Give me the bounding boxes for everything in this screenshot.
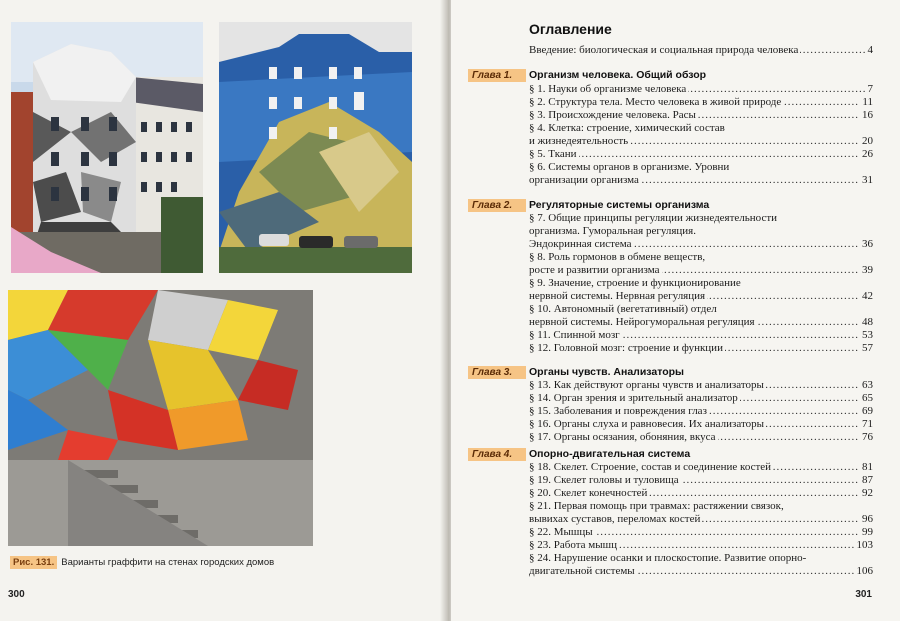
toc-entry[interactable]: § 24. Нарушение осанки и плоскостопие. Развитие опорно- <box>529 552 807 564</box>
toc-entry[interactable]: Эндокринная система 36 ..... <box>529 238 873 251</box>
toc-entry[interactable]: § 13. Как действуют органы чувств и анализаторы 63 ..... <box>529 379 873 392</box>
toc-entry[interactable]: § 16. Органы слуха и равновесия. Их анализаторы 71 ..... <box>529 418 873 431</box>
chapter-2-title[interactable]: Регуляторные системы организма <box>529 199 710 211</box>
toc-entry[interactable]: § 9. Значение, строение и функционирование <box>529 277 741 289</box>
toc-entry[interactable]: § 8. Роль гормонов в обмене веществ, <box>529 251 706 263</box>
mural-building-photo <box>219 22 412 273</box>
toc-entry[interactable]: § 5. Ткани 26 ..... <box>529 148 873 161</box>
chapter-1-label: Глава 1. <box>468 69 526 82</box>
toc-entry[interactable]: § 10. Автономный (вегетативный) отдел <box>529 303 717 315</box>
toc-entry[interactable]: § 1. Науки об организме человека 7 ..... <box>529 83 873 96</box>
toc-entry[interactable]: организации организма 31 ..... <box>529 174 873 187</box>
page-number-left: 300 <box>8 589 25 600</box>
toc-title: Оглавление <box>529 21 612 37</box>
toc-entry[interactable]: § 11. Спинной мозг 53 ..... <box>529 329 873 342</box>
toc-entry-intro[interactable] <box>529 44 873 57</box>
chapter-1-title[interactable]: Организм человека. Общий обзор <box>529 69 707 81</box>
toc-entry[interactable]: § 22. Мышцы 99 ..... <box>529 526 873 539</box>
toc-entry[interactable]: § 23. Работа мышц 103 ..... <box>529 539 873 552</box>
toc-entry[interactable]: § 17. Органы осязания, обоняния, вкуса 76 ..... <box>529 431 873 444</box>
left-page <box>0 0 445 621</box>
toc-entry[interactable]: нервной системы. Нервная регуляция 42 ..... <box>529 290 873 303</box>
figure-caption <box>10 557 274 568</box>
toc-entry[interactable]: § 2. Структура тела. Место человека в живой природе 11 ..... <box>529 96 873 109</box>
toc-entry[interactable]: § 12. Головной мозг: строение и функции 57 ..... <box>529 342 873 355</box>
toc-entry[interactable]: § 20. Скелет конечностей 92 ..... <box>529 487 873 500</box>
toc-entry[interactable]: § 7. Общие принципы регуляции жизнедеятельности <box>529 212 778 224</box>
graffiti-building-photo <box>11 22 203 273</box>
right-page <box>451 0 900 621</box>
toc-entry[interactable]: § 19. Скелет головы и туловища 87 ..... <box>529 474 873 487</box>
chapter-3-title[interactable]: Органы чувств. Анализаторы <box>529 366 685 378</box>
toc-entry[interactable]: § 14. Орган зрения и зрительный анализатор 65 ..... <box>529 392 873 405</box>
toc-entry[interactable]: § 18. Скелет. Строение, состав и соединение костей 81 ..... <box>529 461 873 474</box>
toc-entry[interactable]: § 21. Первая помощь при травмах: растяжении связок, <box>529 500 784 512</box>
toc-entry[interactable]: § 15. Заболевания и повреждения глаз 69 ..... <box>529 405 873 418</box>
chapter-2-label: Глава 2. <box>468 199 526 212</box>
toc-entry[interactable]: и жизнедеятельность 20 ..... <box>529 135 873 148</box>
toc-entry[interactable]: организма. Гуморальная регуляция. <box>529 225 696 237</box>
figure-caption-text: Варианты граффити на стенах городских домов <box>61 557 275 568</box>
chapter-4-title[interactable]: Опорно-двигательная система <box>529 448 691 460</box>
toc-entry[interactable]: двигательной системы 106 ..... <box>529 565 873 578</box>
figure-caption-tag: Рис. 131. <box>10 556 57 569</box>
chapter-4-label: Глава 4. <box>468 448 526 461</box>
toc-entry[interactable]: § 4. Клетка: строение, химический состав <box>529 122 725 134</box>
toc-entry[interactable]: росте и развитии организма 39 ..... <box>529 264 873 277</box>
toc-entry-text: Введение: биологическая и социальная природа человека <box>529 44 799 56</box>
graffiti-stairs-photo <box>8 290 313 546</box>
toc-entry[interactable]: § 3. Происхождение человека. Расы 16 ..... <box>529 109 873 122</box>
toc-entry[interactable]: нервной системы. Нейрогуморальная регуляция 48 ..... <box>529 316 873 329</box>
toc-entry[interactable]: вывихах суставов, переломах костей 96 ..... <box>529 513 873 526</box>
toc-entry-page: 4 <box>865 44 874 57</box>
page-number-right: 301 <box>855 589 872 600</box>
toc-entry[interactable]: § 6. Системы органов в организме. Уровни <box>529 161 730 173</box>
chapter-3-label: Глава 3. <box>468 366 526 379</box>
